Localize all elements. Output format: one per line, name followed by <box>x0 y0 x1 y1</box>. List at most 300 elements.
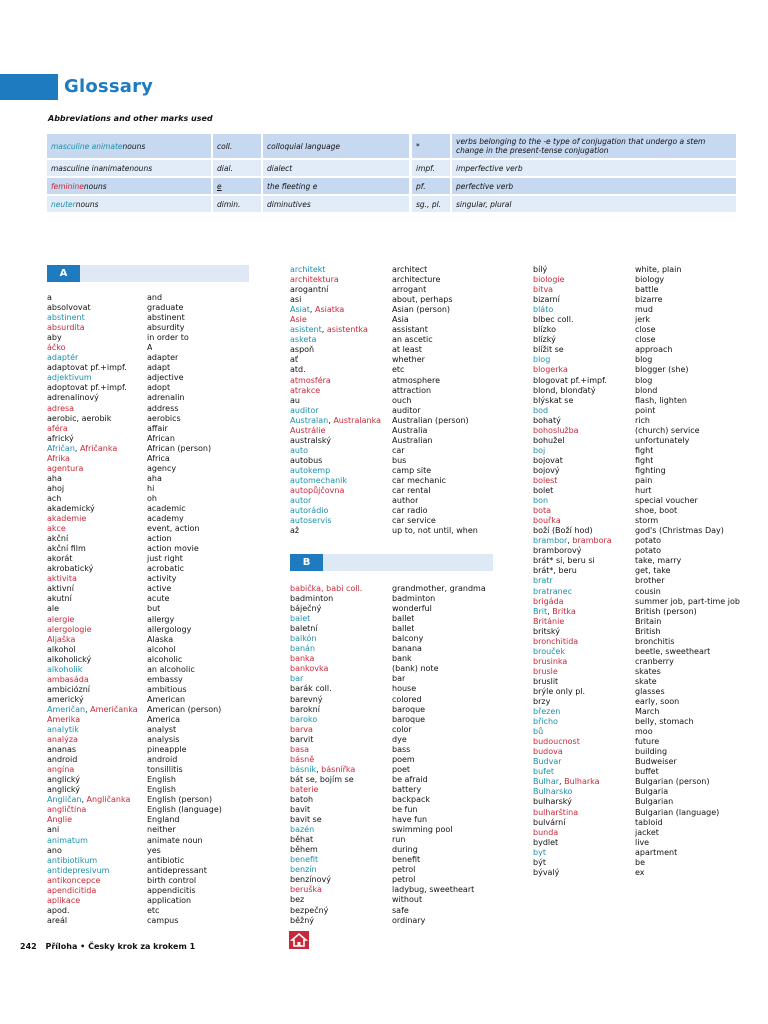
czech-term: bavit se <box>290 815 322 825</box>
glossary-entry <box>533 275 743 285</box>
english-meaning: aerobics <box>147 413 181 423</box>
glossary-entry <box>47 293 247 303</box>
english-meaning: close <box>635 325 656 335</box>
czech-term: bufet <box>533 767 555 777</box>
czech-term: blížit se <box>533 345 564 355</box>
glossary-entry <box>290 265 494 275</box>
english-meaning: during <box>392 845 418 855</box>
column-2a <box>290 265 494 536</box>
czech-term: bojový <box>533 465 560 475</box>
glossary-entry <box>47 815 247 825</box>
glossary-entry <box>47 695 247 705</box>
czech-term: apod. <box>47 905 70 915</box>
glossary-entry <box>47 745 247 755</box>
glossary-entry <box>47 494 247 504</box>
czech-term: bar <box>290 674 304 684</box>
english-meaning: have fun <box>392 815 428 825</box>
glossary-entry <box>47 414 247 424</box>
czech-term: akční <box>47 534 69 544</box>
glossary-entry <box>533 657 743 667</box>
column-2b <box>290 584 494 926</box>
english-meaning: assistant <box>392 325 428 335</box>
glossary-entry <box>533 406 743 416</box>
english-meaning: activity <box>147 574 177 584</box>
czech-term: ani <box>47 825 60 835</box>
english-meaning: (church) service <box>635 425 700 435</box>
czech-term: akorát <box>47 554 73 564</box>
czech-term: báječný <box>290 604 322 614</box>
czech-term: adresa <box>47 403 75 413</box>
glossary-entry <box>47 393 247 403</box>
english-meaning: petrol <box>392 865 416 875</box>
czech-term: budova <box>533 747 563 757</box>
english-meaning: allergy <box>147 614 175 624</box>
english-meaning: ouch <box>392 395 412 405</box>
czech-term: ať <box>290 355 299 365</box>
legend-meaning: verbs belonging to the -e type of conjugation that undergo a stem change in the present-tense conjugation <box>452 134 736 158</box>
glossary-entry <box>533 587 743 597</box>
english-meaning: just right <box>147 554 183 564</box>
glossary-entry <box>533 506 743 516</box>
glossary-entry <box>533 295 743 305</box>
home-icon[interactable] <box>289 931 309 949</box>
english-meaning: absurdity <box>147 323 185 333</box>
english-meaning: apartment <box>635 847 678 857</box>
english-meaning: abstinent <box>147 313 185 323</box>
english-meaning: at least <box>392 345 422 355</box>
czech-term: animatum <box>47 835 88 845</box>
legend-gender: masculine inanimate <box>51 163 130 173</box>
legend-row <box>412 160 736 176</box>
english-meaning: ex <box>635 867 645 877</box>
czech-term: autokemp <box>290 465 331 475</box>
glossary-entry <box>47 615 247 625</box>
czech-term: bohoslužba <box>533 425 579 435</box>
czech-term: automechanik <box>290 475 348 485</box>
glossary-entry <box>290 305 494 315</box>
english-meaning: safe <box>392 905 409 915</box>
english-meaning: buffet <box>635 767 659 777</box>
czech-term: blízký <box>533 335 556 345</box>
english-meaning: campus <box>147 915 179 925</box>
czech-term: Amerika <box>47 714 81 724</box>
column-3 <box>533 265 743 878</box>
glossary-entry <box>533 868 743 878</box>
czech-term: brusle <box>533 666 558 676</box>
english-meaning: live <box>635 837 650 847</box>
english-meaning: ambitious <box>147 684 187 694</box>
english-meaning: neither <box>147 825 176 835</box>
czech-term: Brit, Britka <box>533 606 576 616</box>
english-meaning: ballet <box>392 624 415 634</box>
english-meaning: adopt <box>147 383 171 393</box>
english-meaning: cranberry <box>635 656 674 666</box>
english-meaning: god's (Christmas Day) <box>635 526 724 536</box>
section-a-label: A <box>47 265 80 282</box>
glossary-entry <box>290 436 494 446</box>
glossary-entry <box>290 285 494 295</box>
english-meaning: Bulgaria <box>635 787 669 797</box>
glossary-entry <box>533 797 743 807</box>
english-meaning: Budweiser <box>635 757 677 767</box>
glossary-entry <box>533 285 743 295</box>
glossary-entry <box>47 383 247 393</box>
czech-term: Bulhar, Bulharka <box>533 777 600 787</box>
czech-term: bitva <box>533 285 554 295</box>
english-meaning: jacket <box>635 827 659 837</box>
legend-meaning: colloquial language <box>263 134 409 158</box>
english-meaning: potato <box>635 536 662 546</box>
czech-term: bolest <box>533 475 558 485</box>
glossary-entry <box>47 805 247 815</box>
english-meaning: grandmother, grandma <box>392 584 486 593</box>
legend-abbr: dial. <box>213 160 261 176</box>
glossary-entry <box>533 607 743 617</box>
czech-term: baterie <box>290 784 319 794</box>
glossary-entry <box>533 787 743 797</box>
glossary-entry <box>290 295 494 305</box>
czech-term: bulharský <box>533 797 572 807</box>
english-meaning: wonderful <box>392 604 432 614</box>
glossary-entry <box>290 496 494 506</box>
czech-term: Američan, Američanka <box>47 704 138 714</box>
czech-term: autorádio <box>290 506 329 516</box>
glossary-entry <box>533 767 743 777</box>
czech-term: březen <box>533 707 561 717</box>
czech-term: a <box>47 293 52 302</box>
english-meaning: shoe, boot <box>635 506 678 516</box>
glossary-entry <box>47 584 247 594</box>
glossary-entry <box>47 705 247 715</box>
glossary-entry <box>533 707 743 717</box>
legend-abbr: e <box>213 178 261 194</box>
legend-abbr: coll. <box>213 134 261 158</box>
czech-term: atmosféra <box>290 375 331 385</box>
czech-term: bolet <box>533 486 554 496</box>
english-meaning: ordinary <box>392 915 426 925</box>
english-meaning: skates <box>635 666 661 676</box>
english-meaning: etc <box>147 905 160 915</box>
czech-term: Austrálie <box>290 425 326 435</box>
czech-term: angína <box>47 765 75 775</box>
english-meaning: tabloid <box>635 817 663 827</box>
czech-term: akce <box>47 524 66 534</box>
column-1 <box>47 293 247 926</box>
english-meaning: biology <box>635 275 665 285</box>
czech-term: analytik <box>47 725 79 735</box>
czech-term: basa <box>290 744 310 754</box>
english-meaning: oh <box>147 493 157 503</box>
czech-term: baletní <box>290 624 318 634</box>
english-meaning: bass <box>392 744 411 754</box>
english-meaning: academic <box>147 503 186 513</box>
czech-term: bratranec <box>533 586 572 596</box>
glossary-entry <box>533 516 743 526</box>
czech-term: aplikace <box>47 895 81 905</box>
glossary-entry <box>533 345 743 355</box>
czech-term: byt <box>533 847 546 857</box>
english-meaning: attraction <box>392 385 432 395</box>
glossary-entry <box>533 717 743 727</box>
english-meaning: without <box>392 895 423 905</box>
glossary-entry <box>290 765 494 775</box>
czech-term: Budvar <box>533 757 562 767</box>
english-meaning: arrogant <box>392 285 427 295</box>
glossary-entry <box>47 846 247 856</box>
glossary-entry <box>533 546 743 556</box>
english-meaning: English <box>147 775 176 785</box>
czech-term: ananas <box>47 745 77 755</box>
czech-term: banán <box>290 644 316 654</box>
czech-term: africký <box>47 433 74 443</box>
english-meaning: adjective <box>147 373 184 383</box>
glossary-entry <box>47 625 247 635</box>
english-meaning: author <box>392 496 419 506</box>
legend-meaning: singular, plural <box>452 196 736 212</box>
glossary-entry <box>47 836 247 846</box>
english-meaning: hi <box>147 483 155 493</box>
english-meaning: be fun <box>392 805 418 815</box>
english-meaning: alcoholic <box>147 654 183 664</box>
czech-term: architektura <box>290 275 339 285</box>
glossary-entry <box>533 315 743 325</box>
english-meaning: antidepressant <box>147 865 207 875</box>
czech-term: asketa <box>290 335 317 345</box>
glossary-entry <box>290 516 494 526</box>
glossary-entry <box>290 335 494 345</box>
glossary-entry <box>47 856 247 866</box>
czech-term: barokní <box>290 704 320 714</box>
english-meaning: be <box>635 857 645 867</box>
glossary-entry <box>290 456 494 466</box>
glossary-entry <box>533 858 743 868</box>
glossary-entry <box>290 614 494 624</box>
glossary-entry <box>47 303 247 313</box>
czech-term: adjektivum <box>47 373 92 383</box>
glossary-entry <box>533 617 743 627</box>
glossary-entry <box>533 396 743 406</box>
czech-term: angličtina <box>47 805 87 815</box>
glossary-entry <box>47 635 247 645</box>
czech-term: blogovat pf.+impf. <box>533 375 607 385</box>
english-meaning: African (person) <box>147 443 212 453</box>
czech-term: bát se, bojím se <box>290 774 354 784</box>
czech-term: autor <box>290 496 312 506</box>
glossary-entry <box>47 353 247 363</box>
czech-term: android <box>47 755 78 765</box>
czech-term: blogerka <box>533 365 568 375</box>
czech-term: ahoj <box>47 483 65 493</box>
glossary-entry <box>290 634 494 644</box>
english-meaning: Australia <box>392 425 428 435</box>
czech-term: auditor <box>290 405 319 415</box>
footer-book-title: Příloha • Česky krok za krokem 1 <box>45 942 196 951</box>
glossary-entry <box>47 524 247 534</box>
english-meaning: adapt <box>147 363 171 373</box>
czech-term: bů <box>533 727 544 737</box>
english-meaning: banana <box>392 644 422 654</box>
english-meaning: auditor <box>392 405 421 415</box>
glossary-entry <box>47 655 247 665</box>
czech-term: benzín <box>290 865 317 875</box>
legend-abbr: impf. <box>412 160 450 176</box>
czech-term: aby <box>47 333 62 343</box>
czech-term: bizarní <box>533 295 560 305</box>
glossary-entry <box>533 556 743 566</box>
english-meaning: flash, lighten <box>635 395 687 405</box>
czech-term: Australan, Australanka <box>290 415 381 425</box>
english-meaning: etc <box>392 365 405 375</box>
glossary-entry <box>290 895 494 905</box>
glossary-entry <box>290 355 494 365</box>
glossary-entry <box>47 886 247 896</box>
english-meaning: blog <box>635 355 653 365</box>
glossary-entry <box>533 456 743 466</box>
glossary-entry <box>533 737 743 747</box>
english-meaning: future <box>635 737 660 747</box>
glossary-entry <box>290 705 494 715</box>
english-meaning: acute <box>147 594 170 604</box>
glossary-entry <box>290 386 494 396</box>
czech-term: budoucnost <box>533 737 580 747</box>
czech-term: bláto <box>533 305 554 315</box>
english-meaning: Bulgarian <box>635 797 674 807</box>
english-meaning: early, soon <box>635 697 680 707</box>
legend-left-table <box>47 134 409 214</box>
english-meaning: Africa <box>147 453 170 463</box>
legend-meaning: the fleeting e <box>263 178 409 194</box>
glossary-entry <box>47 916 247 926</box>
glossary-entry <box>533 727 743 737</box>
english-meaning: get, take <box>635 566 671 576</box>
czech-term: babička, babi coll. <box>290 584 363 593</box>
english-meaning: antibiotic <box>147 855 185 865</box>
legend-nouns-word: nouns <box>75 199 99 209</box>
czech-term: abstinent <box>47 313 85 323</box>
czech-term: Angličan, Angličanka <box>47 795 131 805</box>
legend-row <box>47 160 409 176</box>
czech-term: apendicitida <box>47 885 97 895</box>
english-meaning: pineapple <box>147 745 187 755</box>
english-meaning: car <box>392 445 405 455</box>
glossary-entry <box>47 685 247 695</box>
english-meaning: Asia <box>392 315 409 325</box>
title-accent-bar <box>0 74 58 100</box>
czech-term: autopůjčovna <box>290 486 345 496</box>
english-meaning: swimming pool <box>392 825 453 835</box>
legend-nouns-word: nouns <box>129 163 153 173</box>
glossary-entry <box>290 674 494 684</box>
english-meaning: Alaska <box>147 634 174 644</box>
legend-row <box>47 178 409 194</box>
czech-term: atrakce <box>290 385 321 395</box>
glossary-entry <box>47 795 247 805</box>
english-meaning: address <box>147 403 179 413</box>
czech-term: bezpečný <box>290 905 329 915</box>
glossary-entry <box>47 715 247 725</box>
czech-term: adrenalinový <box>47 393 99 403</box>
glossary-entry <box>533 325 743 335</box>
glossary-entry <box>47 825 247 835</box>
czech-term: asi <box>290 295 302 305</box>
english-meaning: blog <box>635 375 653 385</box>
english-meaning: baroque <box>392 714 426 724</box>
english-meaning: cousin <box>635 586 661 596</box>
english-meaning: poem <box>392 754 415 764</box>
glossary-entry <box>47 785 247 795</box>
glossary-entry <box>47 404 247 414</box>
czech-term: beruška <box>290 885 322 895</box>
czech-term: adaptér <box>47 353 79 363</box>
czech-term: bunda <box>533 827 559 837</box>
glossary-entry <box>533 486 743 496</box>
legend-meaning: dialect <box>263 160 409 176</box>
glossary-entry <box>47 765 247 775</box>
english-meaning: atmosphere <box>392 375 440 385</box>
english-meaning: English <box>147 785 176 795</box>
glossary-entry <box>290 315 494 325</box>
english-meaning: aha <box>147 473 162 483</box>
glossary-entry <box>533 426 743 436</box>
glossary-entry <box>290 745 494 755</box>
czech-term: baroko <box>290 714 318 724</box>
czech-term: adaptovat pf.+impf. <box>47 363 127 373</box>
glossary-entry <box>290 486 494 496</box>
glossary-entry <box>290 805 494 815</box>
glossary-entry <box>533 687 743 697</box>
glossary-entry <box>290 735 494 745</box>
english-meaning: bank <box>392 654 412 664</box>
english-meaning: badminton <box>392 594 436 604</box>
legend-meaning: perfective verb <box>452 178 736 194</box>
glossary-entry <box>533 627 743 637</box>
english-meaning: camp site <box>392 465 432 475</box>
english-meaning: action <box>147 534 172 544</box>
czech-term: brouček <box>533 646 566 656</box>
czech-term: bruslit <box>533 676 559 686</box>
czech-term: absurdita <box>47 323 85 333</box>
czech-term: arogantní <box>290 285 329 295</box>
english-meaning: in order to <box>147 333 189 343</box>
glossary-entry <box>290 815 494 825</box>
english-meaning: birth control <box>147 875 197 885</box>
english-meaning: house <box>392 684 417 694</box>
english-meaning: hurt <box>635 486 652 496</box>
english-meaning: animate noun <box>147 835 203 845</box>
english-meaning: British <box>635 626 661 636</box>
czech-term: bez <box>290 895 305 905</box>
czech-term: brzy <box>533 697 551 707</box>
english-meaning: whether <box>392 355 425 365</box>
legend-abbr: sg., pl. <box>412 196 450 212</box>
glossary-entry <box>47 554 247 564</box>
page-footer <box>20 942 195 951</box>
english-meaning: backpack <box>392 794 431 804</box>
czech-term: britský <box>533 626 560 636</box>
glossary-entry <box>290 835 494 845</box>
english-meaning: belly, stomach <box>635 717 694 727</box>
legend-row <box>412 178 736 194</box>
english-meaning: glasses <box>635 686 665 696</box>
czech-term: bota <box>533 506 552 516</box>
english-meaning: application <box>147 895 192 905</box>
czech-term: badminton <box>290 594 334 604</box>
czech-term: bavit <box>290 805 311 815</box>
czech-term: bramborový <box>533 546 582 556</box>
czech-term: brát* si, beru si <box>533 556 595 566</box>
glossary-entry <box>47 594 247 604</box>
english-meaning: analysis <box>147 735 180 745</box>
